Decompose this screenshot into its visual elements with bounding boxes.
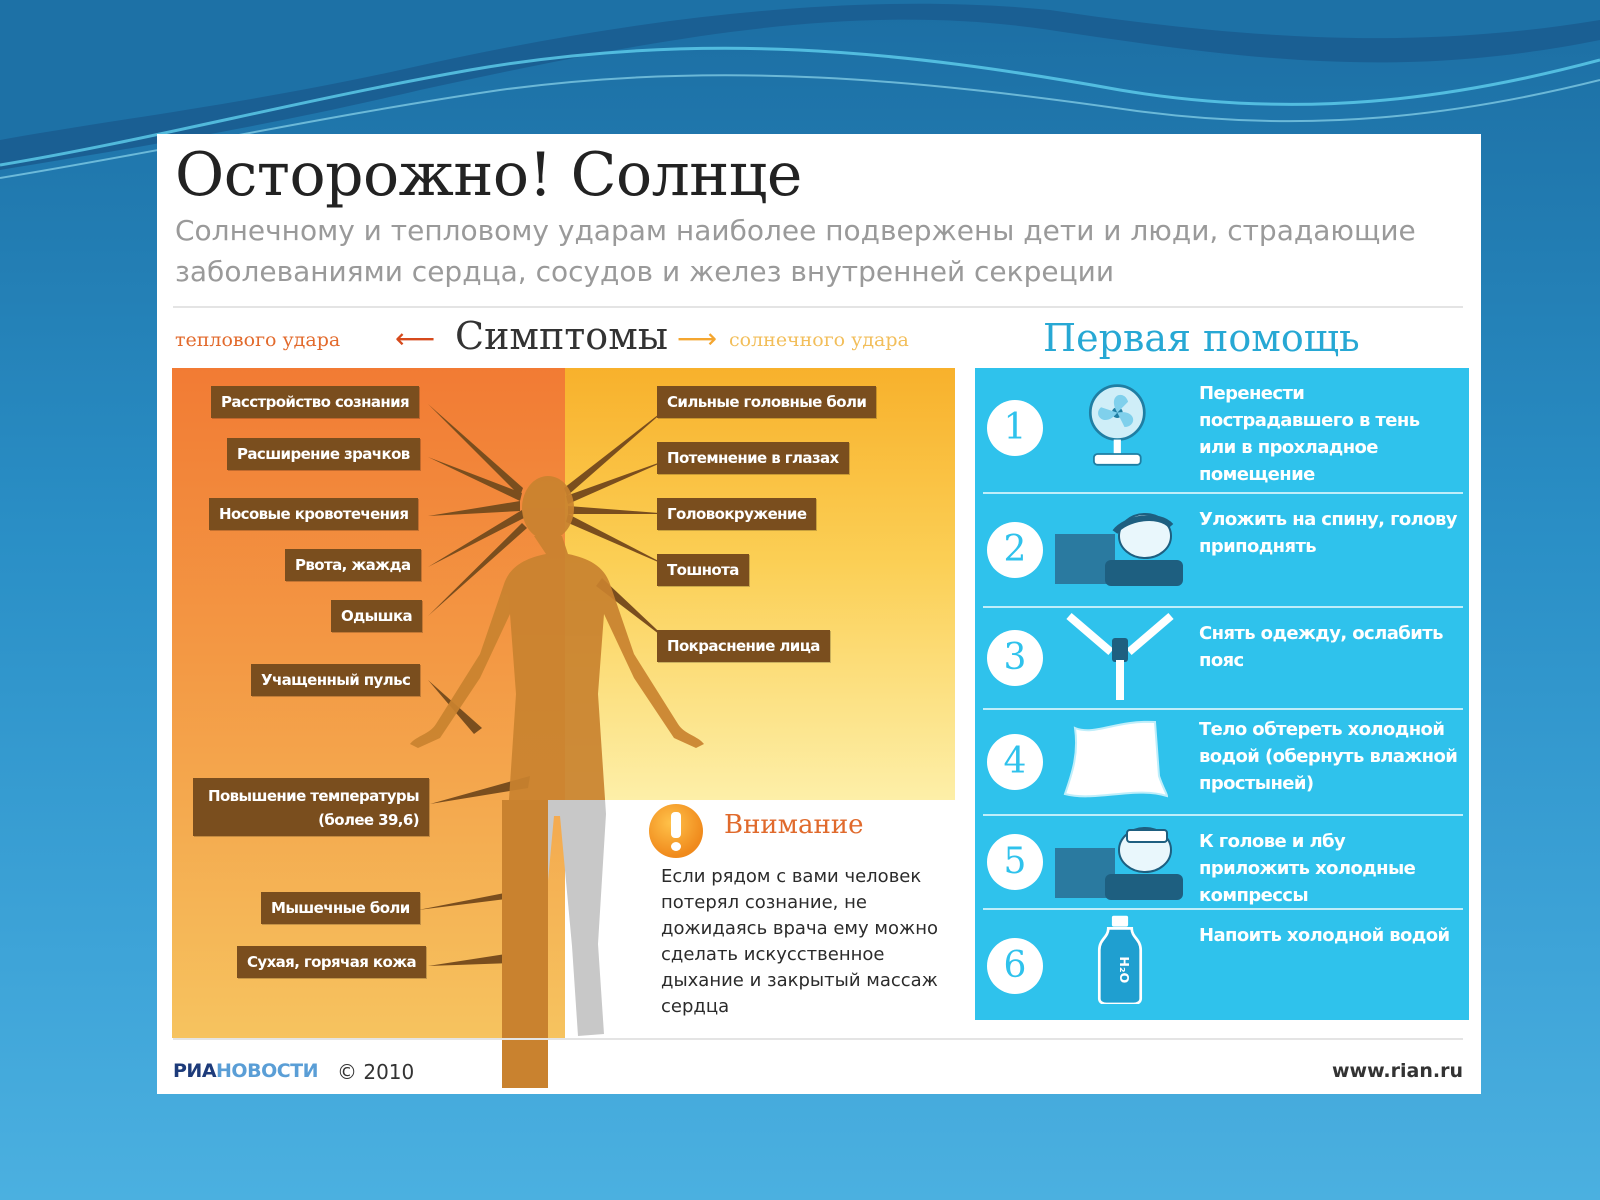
heat-symptom-tag: Рвота, жажда (285, 549, 421, 581)
sun-symptom-tag: Головокружение (657, 498, 816, 530)
first-aid-step (975, 710, 1469, 814)
heat-symptom-tag: Мышечные боли (261, 892, 420, 924)
first-aid-step (975, 910, 1469, 1020)
zipper-icon (1055, 612, 1185, 702)
logo-bold: РИА (173, 1060, 217, 1082)
heat-symptom-tag: Носовые кровотечения (209, 498, 418, 530)
step-text: Напоить холодной водой (1199, 925, 1450, 946)
sun-stroke-label: солнечного удара (729, 329, 909, 351)
step-number: 4 (987, 734, 1043, 790)
water-bottle-icon (1055, 914, 1185, 1004)
heat-symptom-tag: Учащенный пульс (251, 664, 420, 696)
arrow-left-icon: ⟵ (395, 322, 436, 355)
page-title: Осторожно! Солнце (175, 140, 802, 210)
first-aid-step (975, 608, 1469, 708)
heat-symptom-tag: Одышка (331, 600, 422, 632)
step-number: 1 (987, 400, 1043, 456)
source-url[interactable]: www.rian.ru (1331, 1060, 1463, 1082)
symptoms-heading: Симптомы (455, 314, 668, 358)
divider (173, 306, 1463, 308)
heat-stroke-label: теплового удара (175, 329, 341, 351)
first-aid-step (975, 816, 1469, 908)
heat-symptom-tag: Расстройство сознания (211, 386, 419, 418)
step-number: 3 (987, 630, 1043, 686)
ria-logo (173, 1060, 318, 1082)
heat-symptom-tag: Сухая, горячая кожа (237, 946, 426, 978)
sun-symptom-tag: Покраснение лица (657, 630, 830, 662)
step-text: Уложить на спину, голову приподнять (1199, 509, 1457, 557)
heat-symptom-tag: Повышение температуры (более 39,6) (193, 778, 429, 836)
step-number: 6 (987, 938, 1043, 994)
first-aid-step (975, 368, 1469, 492)
fan-icon (1055, 382, 1185, 472)
sun-symptom-tag: Потемнение в глазах (657, 442, 849, 474)
step-text: Снять одежду, ослабить пояс (1199, 623, 1443, 671)
copyright: © 2010 (337, 1060, 415, 1084)
step-text: К голове и лбу приложить холодные компрессы (1199, 831, 1416, 906)
first-aid-heading: Первая помощь (1043, 316, 1360, 360)
step-number: 5 (987, 834, 1043, 890)
divider (173, 1038, 1463, 1040)
infographic-card (157, 134, 1481, 1094)
compress-icon (1055, 820, 1185, 910)
attention-text: Если рядом с вами человек потерял сознание, не дожидаясь врача ему можно сделать искусственное дыхание и закрытый массаж сердца (661, 866, 938, 1017)
sheet-icon (1055, 716, 1185, 806)
bottle-label: H₂O (1117, 956, 1132, 984)
step-number: 2 (987, 522, 1043, 578)
sun-symptom-tag: Тошнота (657, 554, 749, 586)
exclamation-icon (649, 804, 703, 858)
attention-title: Внимание (724, 810, 864, 840)
heat-symptom-tag: Расширение зрачков (227, 438, 420, 470)
step-text: Перенести пострадавшего в тень или в прохладное помещение (1199, 383, 1420, 485)
subtitle: Солнечному и тепловому ударам наиболее подвержены дети и люди, страдающие заболеваниями сердца, сосудов и желез внутренней секреции (175, 214, 1416, 288)
sun-symptom-tag: Сильные головные боли (657, 386, 876, 418)
arrow-right-icon: ⟶ (677, 322, 718, 355)
step-text: Тело обтереть холодной водой (обернуть влажной простыней) (1199, 719, 1458, 794)
logo-light: НОВОСТИ (216, 1060, 319, 1082)
lying-person-icon (1055, 504, 1185, 594)
first-aid-step (975, 494, 1469, 606)
first-aid-panel (975, 368, 1469, 1020)
